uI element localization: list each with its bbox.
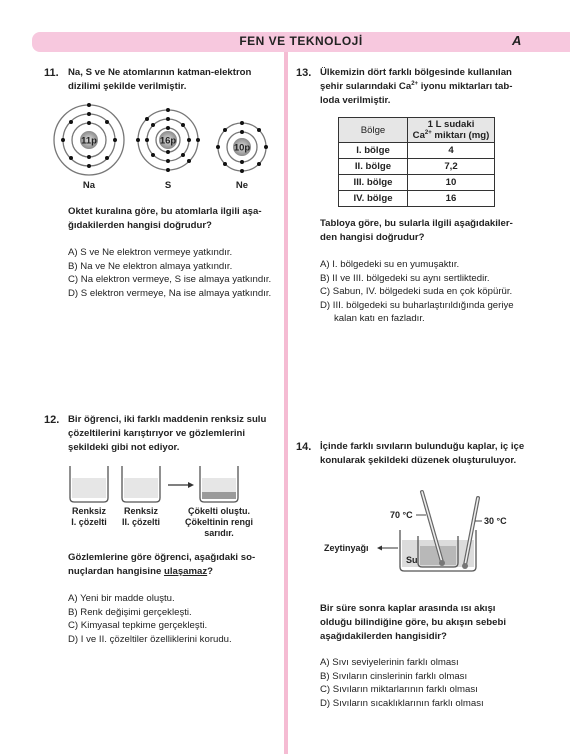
beaker-label: II. çözelti [121,517,161,527]
beaker-2 [122,466,160,502]
atom-diagram [44,100,284,195]
prompt-text: ? [207,566,214,577]
stem-line: şekildeki gibi not ediyor. [68,442,180,453]
prompt-line: Oktet kuralına göre, bu atomlarla ilgili aşa- [68,206,262,217]
option-b[interactable]: B) Sıvıların cinslerinin farklı olması [320,670,468,682]
table-header-row [339,118,495,143]
option-b[interactable]: B) Na ve Ne elektron almaya yatkındır. [68,260,233,272]
table-row [339,159,495,175]
stem-line: Bir öğrenci, iki farklı maddenin renksiz sulu [68,414,267,425]
question-prompt [320,602,560,644]
table-cell: 10 [408,175,495,191]
stem-line: İçinde farklı sıvıların bulunduğu kaplar, iç içe [320,441,525,452]
option-d[interactable]: D) Sıvıların sıcaklıklarının farklı olması [320,697,484,709]
prompt-line: Tabloya göre, bu sularla ilgili aşağıdakiler- [320,218,513,229]
prompt-text: nuçlardan hangisine [68,566,164,577]
atom-label: Ne [235,180,249,191]
table-cell: IV. bölge [339,191,408,207]
answer-options [320,258,560,326]
column-divider [284,52,288,754]
beaker-1 [70,466,108,502]
option-b[interactable]: B) Renk değişimi gerçekleşti. [68,606,192,618]
table-cell: I. bölge [339,143,408,159]
stem-line: konularak şekildeki düzenek oluşturuluyor. [320,455,517,466]
answer-options [320,656,560,710]
question-stem [320,440,560,468]
stem-text: iyonu miktarları tab- [418,81,513,92]
result-label: Çökeltinin rengi [184,517,254,527]
table-header [408,118,495,143]
option-c[interactable]: C) Sabun, IV. bölgedeki suda en çok köpürür. [320,286,513,297]
option-c[interactable]: C) Na elektron vermeye, S ise almaya yatkındır. [68,274,272,285]
beaker-label: I. çözelti [71,517,107,527]
prompt-underlined: ulaşamaz [163,566,208,577]
superscript: 2+ [424,129,432,136]
table-row [339,143,495,159]
mixing-diagram [60,462,282,542]
option-a[interactable]: A) I. bölgedeki su en yumuşaktır. [320,259,460,270]
question-stem [68,413,283,455]
heat-flow-diagram [320,484,560,579]
nucleus-label: 10p [233,142,251,154]
atom-ne [216,121,268,191]
option-b[interactable]: B) II ve III. bölgedeki su aynı sertliktedir. [320,272,490,284]
prompt-line [68,565,283,579]
option-d[interactable]: D) S elektron vermeye, Na ise almaya yatkındır. [68,287,272,299]
stem-line: dizilimi şekilde verilmiştir. [68,81,187,92]
nucleus-label: 16p [159,135,177,147]
oil-arrow [377,546,398,551]
table-header: Bölge [339,118,408,143]
page-title: FEN VE TEKNOLOJİ [239,34,363,48]
question-stem [68,66,278,94]
beaker-label: Renksiz [71,506,107,516]
question-stem [320,66,560,108]
oil-label: Zeytinyağı [324,543,369,553]
prompt-line: olduğu bilindiğine göre, bu akışın sebebi [320,617,507,628]
option-a[interactable]: A) Yeni bir madde oluştu. [68,593,175,604]
option-c[interactable]: C) Sıvıların miktarlarının farklı olması [320,684,478,695]
header-text: Ca [412,130,425,141]
question-prompt [68,551,283,579]
prompt-line: Bir süre sonra kaplar arasında ısı akışı [320,603,496,614]
question-prompt [68,205,283,233]
beaker-3 [200,466,238,502]
calcium-table [338,117,495,207]
stem-line: Ülkemizin dört farklı bölgesinde kullanılan [320,67,512,78]
stem-text: şehir sularındaki Ca [320,81,412,92]
option-c[interactable]: C) Kimyasal tepkime gerçekleşti. [68,620,208,631]
prompt-line: den hangisi doğrudur? [320,232,425,243]
answer-options [68,246,283,300]
table-cell: III. bölge [339,175,408,191]
stem-line: Na, S ve Ne atomlarının katman-elektron [68,67,252,78]
prompt-line: Gözlemlerine göre öğrenci, aşağıdaki so- [68,552,256,563]
booklet-letter: A [512,33,522,48]
question-number: 11. [44,67,59,79]
table-cell: 4 [408,143,495,159]
option-d[interactable]: D) I ve II. çözeltiler özelliklerini korudu. [68,633,232,645]
atom-na [54,103,124,191]
option-d-continued: kalan katı en fazladır. [334,313,425,324]
temperature-label: 30 °C [484,516,507,526]
atom-label: Na [82,180,96,191]
stem-line: çözeltilerini karıştırıyor ve gözlemlerini [68,428,246,439]
prompt-line: ğıdakilerden hangisi doğrudur? [68,220,212,231]
question-prompt [320,217,560,245]
result-label: Çökelti oluştu. [187,506,251,516]
stem-line: loda verilmiştir. [320,95,391,106]
header-text: miktarı (mg) [431,130,490,141]
arrow [168,482,194,488]
table-row [339,175,495,191]
prompt-line: aşağıdakilerden hangisidir? [320,631,447,642]
question-number: 14. [296,441,312,453]
table-cell: II. bölge [339,159,408,175]
table-cell: 16 [408,191,495,207]
table-row [339,191,495,207]
header-line: 1 L sudaki [427,119,475,130]
beaker-label: Renksiz [123,506,159,516]
superscript: 2+ [411,80,419,87]
water-label: Su [406,555,418,565]
table-cell: 7,2 [408,159,495,175]
atom-s [136,108,200,191]
nucleus-label: 11p [81,135,97,147]
atom-label: S [164,180,172,191]
question-number: 13. [296,67,312,79]
option-a[interactable]: A) S ve Ne elektron vermeye yatkındır. [68,247,233,258]
answer-options [68,592,283,646]
result-label: sarıdır. [204,528,234,538]
option-a[interactable]: A) Sıvı seviyelerinin farklı olması [320,657,459,668]
question-number: 12. [44,414,60,426]
temperature-label: 70 °C [390,510,413,520]
stem-line [320,80,560,94]
option-d[interactable]: D) III. bölgedeki su buharlaştırıldığında geriye [320,299,514,311]
header-line [412,130,490,141]
